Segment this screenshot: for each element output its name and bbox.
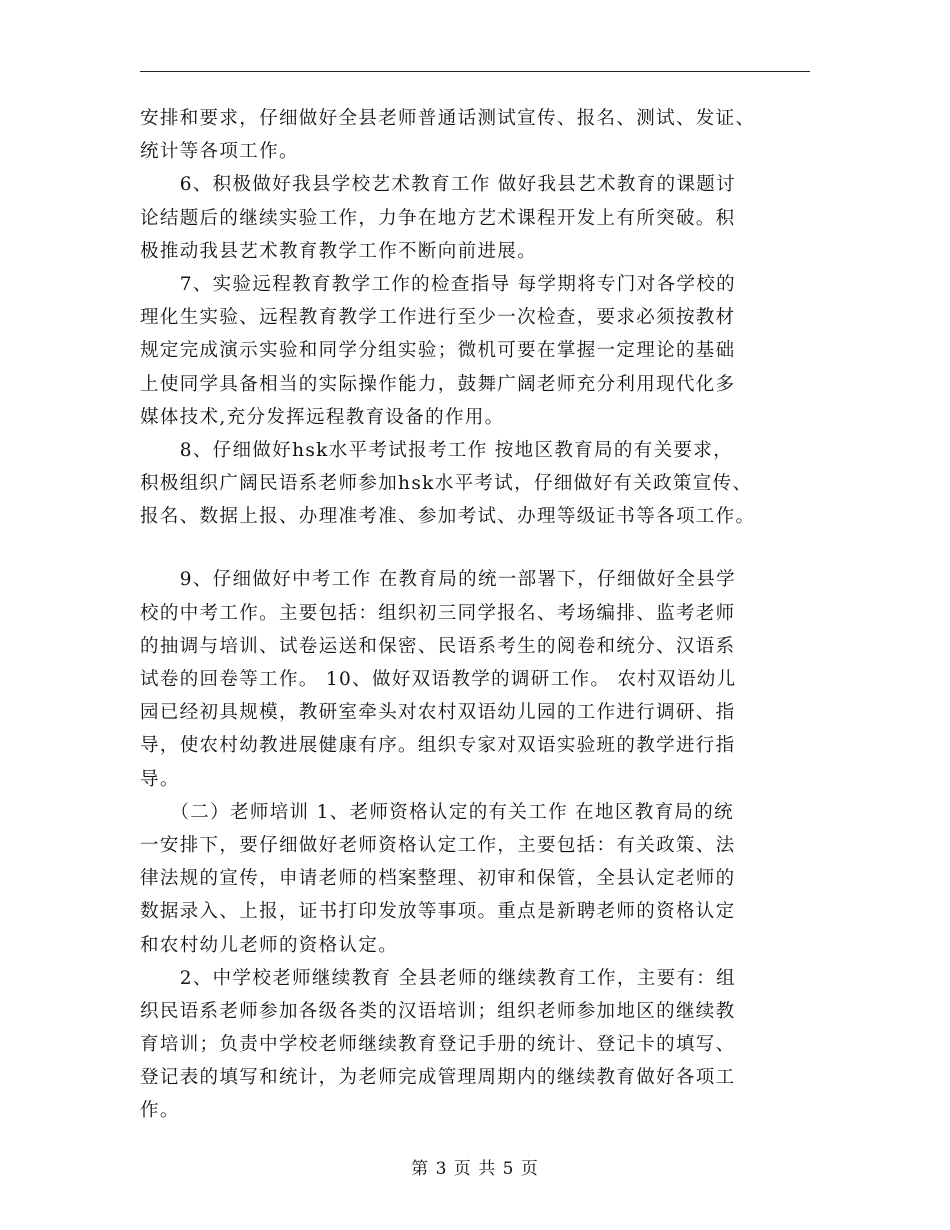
header-rule [140, 71, 810, 72]
text-line: 6、积极做好我县学校艺术教育工作 做好我县艺术教育的课题讨 [140, 174, 737, 196]
text-line: 报名、数据上报、办理准考准、参加考试、办理等级证书等各项工作。 [140, 506, 756, 528]
text-line: 的抽调与培训、试卷运送和保密、民语系考生的阅卷和统分、汉语系 [140, 635, 736, 657]
text-line: 积极组织广阔民语系老师参加hsk水平考试，仔细做好有关政策宣传、 [140, 473, 753, 495]
text-line: 媒体技术,充分发挥远程教育设备的作用。 [140, 406, 505, 428]
page-footer: 第 3 页 共 5 页 [411, 1159, 539, 1179]
text-line: 登记表的填写和统计，为老师完成管理周期内的继续教育做好各项工 [140, 1067, 736, 1089]
text-line: 2、中学校老师继续教育 全县老师的继续教育工作，主要有：组 [140, 967, 737, 989]
body-text [140, 102, 810, 1128]
text-line: 试卷的回卷等工作。 10、做好双语教学的调研工作。 农村双语幼儿 [140, 669, 737, 690]
text-line: 7、实验远程教育教学工作的检查指导 每学期将专门对各学校的 [140, 273, 737, 295]
text-line: 导，使农村幼教进展健康有序。组织专家对双语实验班的教学进行指 [140, 735, 736, 757]
text-line: 极推动我县艺术教育教学工作不断向前进展。 [140, 240, 538, 262]
text-line: 导。 [140, 768, 180, 790]
text-line: 一安排下，要仔细做好老师资格认定工作，主要包括：有关政策、法 [140, 834, 736, 856]
text-line: 校的中考工作。主要包括：组织初三同学报名、考场编排、监考老师 [140, 602, 736, 624]
paragraph-gap [140, 533, 810, 563]
text-line: 论结题后的继续实验工作，力争在地方艺术课程开发上有所突破。积 [140, 207, 736, 229]
text-line: 统计等各项工作。 [140, 141, 299, 163]
text-line: 和农村幼儿老师的资格认定。 [140, 934, 399, 956]
text-line: 育培训；负责中学校老师继续教育登记手册的统计、登记卡的填写、 [140, 1034, 736, 1056]
text-line: 8、仔细做好hsk水平考试报考工作 按地区教育局的有关要求， [140, 439, 733, 461]
text-line: 9、仔细做好中考工作 在教育局的统一部署下，仔细做好全县学 [140, 569, 737, 591]
text-line: 规定完成演示实验和同学分组实验；微机可要在掌握一定理论的基础 [140, 340, 736, 362]
text-line: 数据录入、上报，证书打印发放等事项。重点是新聘老师的资格认定 [140, 901, 736, 923]
text-line: 律法规的宣传，申请老师的档案整理、初审和保管，全县认定老师的 [140, 868, 736, 890]
text-line: 上使同学具备相当的实际操作能力，鼓舞广阔老师充分利用现代化多 [140, 373, 736, 395]
text-line: 园已经初具规模，教研室牵头对农村双语幼儿园的工作进行调研、指 [140, 702, 736, 724]
text-line: 安排和要求，仔细做好全县老师普通话测试宣传、报名、测试、发证、 [140, 108, 756, 129]
text-line: 织民语系老师参加各级各类的汉语培训；组织老师参加地区的继续教 [140, 1000, 736, 1022]
text-line: 作。 [140, 1100, 180, 1122]
text-line: 理化生实验、远程教育教学工作进行至少一次检查，要求必须按教材 [140, 307, 736, 329]
text-line: （二）老师培训 1、老师资格认定的有关工作 在地区教育局的统 [140, 801, 734, 823]
